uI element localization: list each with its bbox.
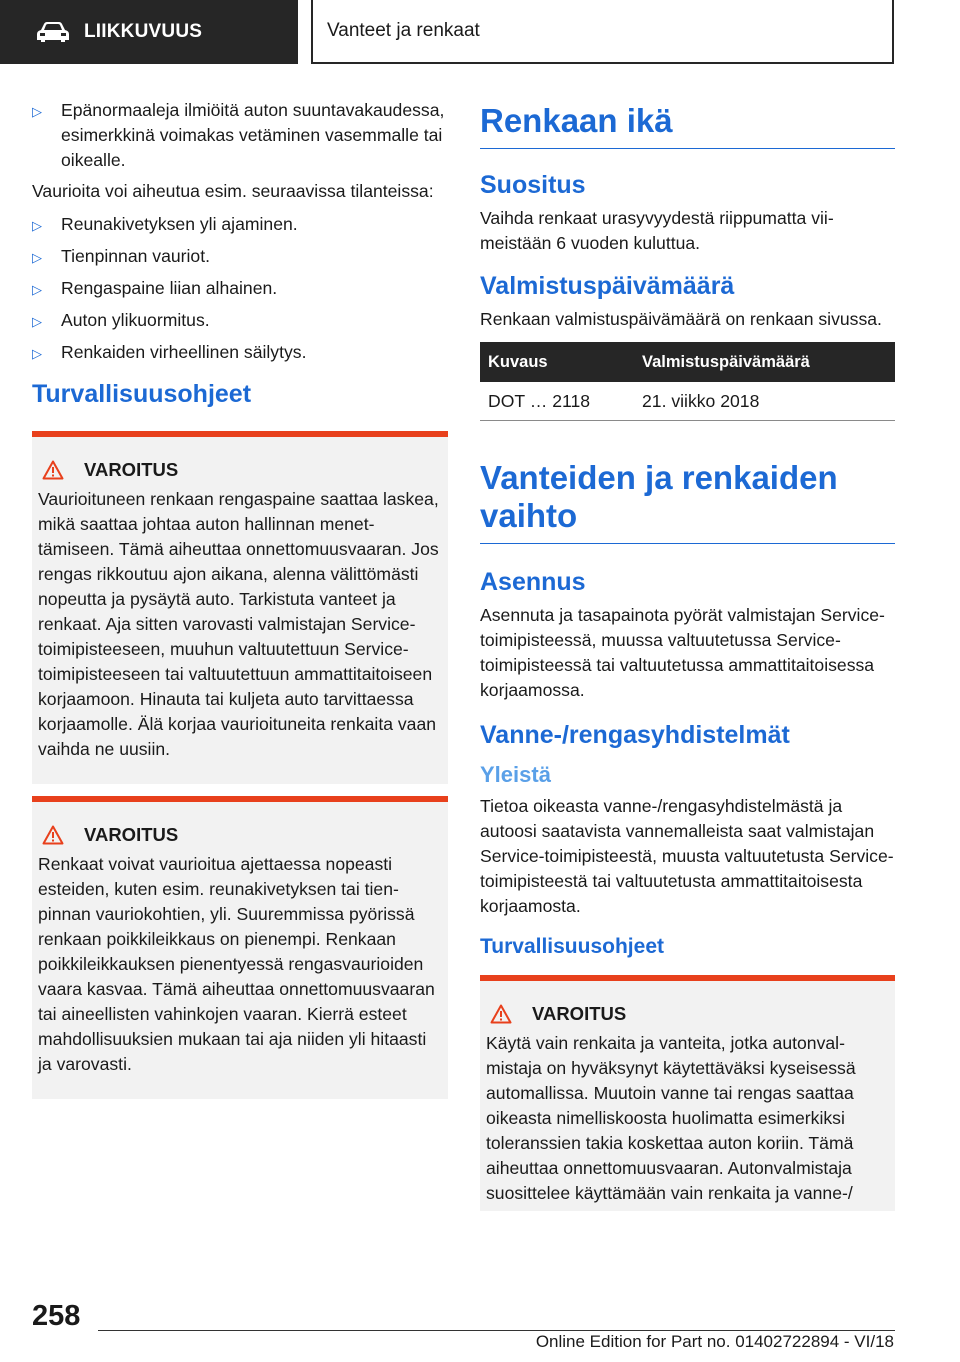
section-tab [0,0,298,64]
table-header: Valmistuspäivämäärä [634,342,895,382]
warning-title [490,1003,889,1025]
right-column [480,102,895,1211]
warning-title [42,824,442,846]
warning-title [42,459,442,481]
table-header-row [480,342,895,382]
list-item-text: Tienpinnan vauriot. [61,246,210,266]
manufacture-date-heading: Valmistuspäivämäärä [480,272,735,300]
car-icon [36,21,70,43]
list-item-text: Renkaiden virheellinen säilytys. [61,342,307,362]
warning-text: Renkaat voivat vaurioitua ajettaessa nopeasti esteiden, kuten esim. reunakivetyksen tai tienpinnan vauriokohtien, yli. Suuremmissa pyörissä renkaan poikkileikkaus on pienempi. Renkaan poikkileikkauksen pienentyessä rengasvaurioiden vaara kasvaa. Tämä aiheuttaa onnettomuusvaaran tai aineellisten vahinkojen vaaran. Kierrä esteet mahdollisuuksien mukaan tai aja niiden yli hitaasti ja varovasti. [38,854,435,1074]
warning-label: VAROITUS [532,1003,627,1024]
table-header: Kuvaus [480,342,634,382]
triangle-bullet-icon: ▷ [32,282,42,297]
recommendation-heading: Suositus [480,171,586,199]
general-text: Tietoa oikeasta vanne-/rengasyhdistelmästä ja autoosi saatavista vannemalleista saat valmistajan Service-toimipisteestä, muusta valtuutetusta Service-toimipisteestä tai valtuutetusta ammattitaitoisesta korjaamosta. [480,796,894,916]
triangle-bullet-icon: ▷ [32,314,42,329]
list-item-text: Auton ylikuormitus. [61,310,210,330]
list-item-text: Rengaspaine liian alhainen. [61,278,278,298]
wheel-change-heading: Vanteiden ja renkaiden vaihto [480,459,895,544]
list-item-text: Reunakivetyksen yli ajaminen. [61,214,298,234]
safety-heading: Turvallisuusohjeet [480,935,664,958]
safety-heading: Turvallisuusohjeet [32,380,252,408]
list-item [32,244,448,270]
left-column [32,98,448,1099]
table-cell: 21. viikko 2018 [634,382,895,421]
footer-divider [98,1330,895,1331]
edition-footer: Online Edition for Part no. 01402722894 - VI/18 [535,1332,894,1351]
warning-text: Vaurioituneen renkaan rengaspaine saattaa laskea, mikä saattaa johtaa auton hallinnan menettämiseen. Tämä aiheuttaa onnettomuusvaaran. Jos rengas rikkoutuu ajon aikana, alenna välittömästi nopeutta ja pysäytä auto. Tarkistuta vanteet ja renkaat. Aja sitten varovasti valmistajan Service-toimipisteeseen, muuhun valtuutettuun Service-toimipisteeseen tai valtuutettuun ammattitaitoiseen korjaamoon. Hinauta tai kuljeta auto tarvittaessa korjaamolle. Älä korjaa vaurioituneita renkaita vaan vaihda ne uusiin. [38,489,439,759]
warning-triangle-icon [42,825,64,845]
table-row [480,382,895,421]
list-item [32,212,448,238]
triangle-bullet-icon: ▷ [32,104,42,119]
warning-box [480,975,895,1211]
warning-label: VAROITUS [84,824,179,845]
warning-triangle-icon [490,1004,512,1024]
installation-heading: Asennus [480,568,586,596]
triangle-bullet-icon: ▷ [32,346,42,361]
triangle-bullet-icon: ▷ [32,250,42,265]
recommendation-text: Vaihda renkaat urasyvyydestä riippumatta viimeistään 6 vuoden kuluttua. [480,208,834,253]
warning-label: VAROITUS [84,459,179,480]
section-title: LIIKKUVUUS [84,21,203,42]
warning-text: Käytä vain renkaita ja vanteita, jotka autonvalmistaja on hyväksynyt käytettäväksi kyseisessä automallissa. Muutoin vanne tai rengas saattaa oikeasta nimelliskoosta huolimatta esimerkiksi toleranssien takia koskettaa auton koriin. Tämä aiheuttaa onnettomuusvaaran. Autonvalmistaja suosittelee käyttämään vain renkaita ja vanne-/ [486,1033,856,1203]
intro-paragraph: Vaurioita voi aiheutua esim. seuraavissa tilanteissa: [32,181,434,201]
manufacture-date-text: Renkaan valmistuspäivämäärä on renkaan sivussa. [480,309,882,329]
installation-text: Asennuta ja tasapainota pyörät valmistajan Service-toimipisteessä, muussa valtuutetussa Service-toimipisteessä tai valtuutetussa ammattitaitoisessa korjaamossa. [480,605,885,700]
list-item [32,98,448,173]
tire-age-heading: Renkaan ikä [480,102,895,149]
list-item [32,340,448,366]
table-cell: DOT … 2118 [480,382,634,421]
list-item [32,276,448,302]
warning-triangle-icon [42,460,64,480]
manufacture-date-table [480,342,895,421]
triangle-bullet-icon: ▷ [32,218,42,233]
page-number: 258 [32,1300,81,1332]
chapter-tab [311,0,894,64]
general-heading: Yleistä [480,762,551,787]
warning-box [32,796,448,1099]
warning-box [32,431,448,784]
list-item [32,308,448,334]
chapter-title: Vanteet ja renkaat [327,20,480,41]
list-item-text: Epänormaaleja ilmiöitä auton suuntavakaudessa, esimerkkinä voimakas vetäminen vasemmalle tai oikealle. [61,100,445,170]
combinations-heading: Vanne-/rengasyhdistelmät [480,721,790,749]
